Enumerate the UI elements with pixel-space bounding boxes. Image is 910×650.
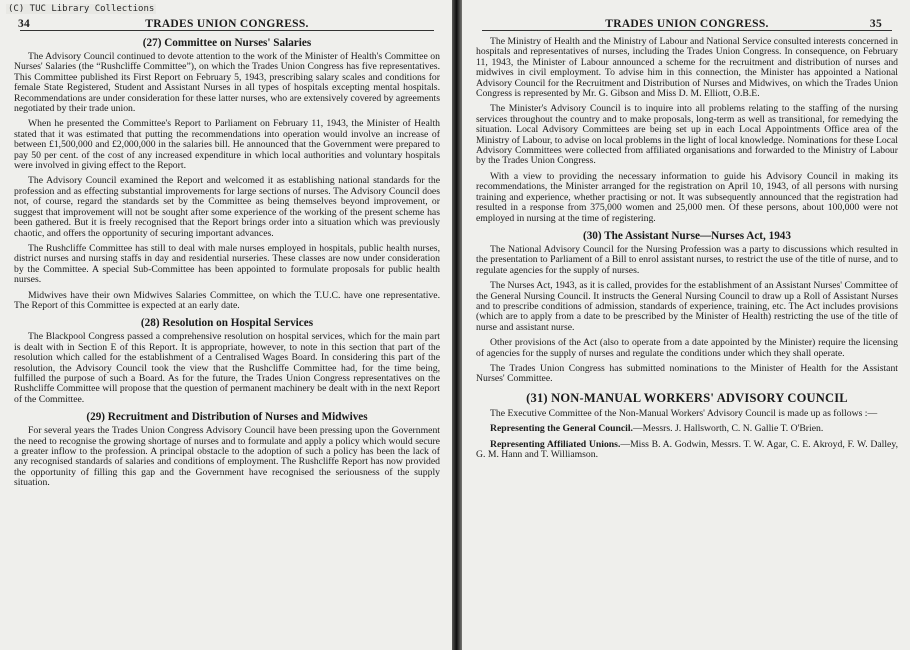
section-27-heading: (27) Committee on Nurses' Salaries [142, 37, 312, 49]
section-29-heading: (29) Recruitment and Distribution of Nurses and Midwives [86, 411, 368, 424]
section-27-paragraph: When he presented the Committee's Report to Parliament on February 11, 1943, the Minister of Health stated that it was estimated that putting the recommendations into operation would involve an increase of between £1,500,000 and £2,000,000 in the salaries bill. He announced that the Government were prepared to pay 50 per cent. of the cost of any increased expenditure in which local authorities and voluntary hospitals were involved in giving effect to the Report. [14, 118, 440, 172]
section-30-paragraph: Other provisions of the Act (also to operate from a date appointed by the Minister) require the licensing of agencies for the supply of nurses and regulate the conditions under which they shall operate. [476, 337, 898, 359]
left-head-rule [20, 30, 434, 31]
right-page-number: 35 [869, 18, 882, 30]
left-page-number: 34 [18, 18, 31, 30]
affiliated-unions-label: Representing Affiliated Unions. [490, 438, 621, 450]
section-30-paragraph: The Nurses Act, 1943, as it is called, provides for the establishment of an Assistant Nurses' Committee of the General Nursing Council. It instructs the General Nursing Council to draw up a Roll of Assistant Nurses and to prescribe conditions of admission, standards of experience, training, etc. The Act includes provisions (which are to apply from a date to be prescribed by the Minister of Health) restricting the use of the title of nurse and assistant nurse. [476, 280, 899, 333]
affiliated-unions-names: —Miss B. A. Godwin, Messrs. T. W. Agar, C. E. Akroyd, F. W. Dalley, G. M. Hann and T. Williamson. [476, 438, 898, 460]
right-page [462, 0, 910, 650]
section-28-heading: (28) Resolution on Hospital Services [140, 317, 314, 330]
right-running-head [476, 6, 898, 28]
general-council-label: Representing the General Council. [490, 423, 633, 435]
section-29-continued-paragraph: The Ministry of Health and the Ministry of Labour and National Service consulted interests concerned in hospitals and representatives of nurses, including the Trades Union Congress. In consequence, on February 11, 1943, the Minister of Labour announced a scheme for the recruitment and distribution of nurses and midwives in civil employment. To advise him in this connection, the Minister has appointed a National Advisory Council for the Recruitment and Distribution of Nurses and Midwives, on which the Trades Union Congress is represented by Mr. G. Gibson and Miss D. M. Elliott, O.B.E. [476, 36, 898, 100]
section-27-paragraph: The Advisory Council continued to devote attention to the work of the Minister of Health's Committee on Nurses' Salaries (the “Rushcliffe Committee”), on which the Trades Union Congress has five representatives. This Committee published its First Report on February 5, 1943, prescribing salary scales and conditions for female State Registered, Student and Assistant Nurses in all types of hospitals excepting mental hospitals. Recommendations are under consideration for these latter nurses, who are extensively covered by agreements negotiated by their trade union. [14, 51, 440, 115]
section-27-paragraph: Midwives have their own Midwives Salaries Committee, on which the T.U.C. have one representative. The Report of this Committee is expected at an early date. [14, 289, 440, 311]
left-page [0, 0, 452, 650]
affiliated-unions-representatives [476, 440, 898, 461]
section-30-heading: (30) The Assistant Nurse—Nurses Act, 1943 [582, 229, 791, 242]
section-29-continued-paragraph: With a view to providing the necessary information to guide his Advisory Council in making its recommendations, the Minister arranged for the registration on April 10, 1943, of all persons with nursing training and experience, whether practising or not. It was subsequently announced that the registration had resulted in a response from 375,000 women and 25,000 men. Of these persons, about 100,000 were not employed in nursing at the time of registering. [476, 170, 898, 224]
watermark: (C) TUC Library Collections [8, 4, 155, 14]
section-27-paragraph: The Advisory Council examined the Report and welcomed it as establishing national standards for the profession and as effecting substantial improvements for large sections of nurses. The Advisory Council does not, of course, regard the standards set by the Committee as being themselves beyond improvement, or suggest that improvement will not be sought after some experience of the working of the present scheme has been gathered. But it is freely recognised that the Report brings order into a situation which was previously chaotic, and offers the opportunity of securing important advances. [14, 175, 440, 239]
section-31-heading: (31) NON-MANUAL WORKERS' ADVISORY COUNCIL [526, 390, 848, 405]
general-council-representatives [476, 424, 898, 434]
section-27-paragraph: The Rushcliffe Committee has still to deal with male nurses employed in hospitals, public health nurses, district nurses and nursing staffs in day and residential nurseries. These classes are now under consideration by the Committee. A special Sub-Committee has been appointed to formulate proposals for public health nurses. [14, 242, 440, 286]
general-council-names: —Messrs. J. Hallsworth, C. N. Gallie T. O'Brien. [632, 423, 824, 435]
book-gutter [452, 0, 462, 650]
right-running-title: TRADES UNION CONGRESS. [605, 18, 769, 30]
section-30-paragraph: The National Advisory Council for the Nursing Profession was a party to discussions which resulted in the presentation to Parliament of a Bill to enrol assistant nurses, to restrict the use of the title of nurse, and to regulate agencies for the supply of nurses. [476, 243, 898, 276]
section-29-continued-paragraph: The Minister's Advisory Council is to inquire into all problems relating to the staffing of the nursing services throughout the country and to make proposals, long-term as well as transitional, for remedying the situation. Local Advisory Committees are being set up in each Local Appointments Office area of the Ministry of Labour, to advise on local problems in the light of local knowledge. Nominations for these Local Advisory Committees were collected from affiliated organisations and forwarded to the Ministry of Labour by the Trades Union Congress. [476, 103, 898, 167]
section-30-paragraph: The Trades Union Congress has submitted nominations to the Minister of Health for the Assistant Nurses' Committee. [476, 362, 898, 385]
section-31-intro: The Executive Committee of the Non-Manual Workers' Advisory Council is made up as follows :— [490, 407, 878, 419]
left-running-title: TRADES UNION CONGRESS. [145, 18, 309, 30]
right-head-rule [482, 30, 892, 31]
section-29-paragraph: For several years the Trades Union Congress Advisory Council have been pressing upon the Government the need to recognise the growing shortage of nurses and to formulate and apply a policy which would secure a greater inflow to the profession. A principal obstacle to the adoption of such a policy has been the lack of any recognised standards of salaries and conditions of employment. The Rushcliffe Report has now provided the opportunity of filling this gap and the Government have recognised the seriousness of the supply situation. [14, 425, 440, 489]
section-28-paragraph: The Blackpool Congress passed a comprehensive resolution on hospital services, which for the main part is dealt with in Section E of this Report. It is appropriate, however, to note in this section that part of the resolution which called for the establishment of a Centralised Wages Board. In considering this part of the resolution, the Advisory Council took the view that the Rushcliffe Committee had, for the time being, fulfilled the purpose of such a Board. As for the future, the Trades Union Congress representatives on the Rushcliffe Committee will propose that the question of permanent machinery be dealt with in the next Report of the Committee. [14, 331, 440, 405]
